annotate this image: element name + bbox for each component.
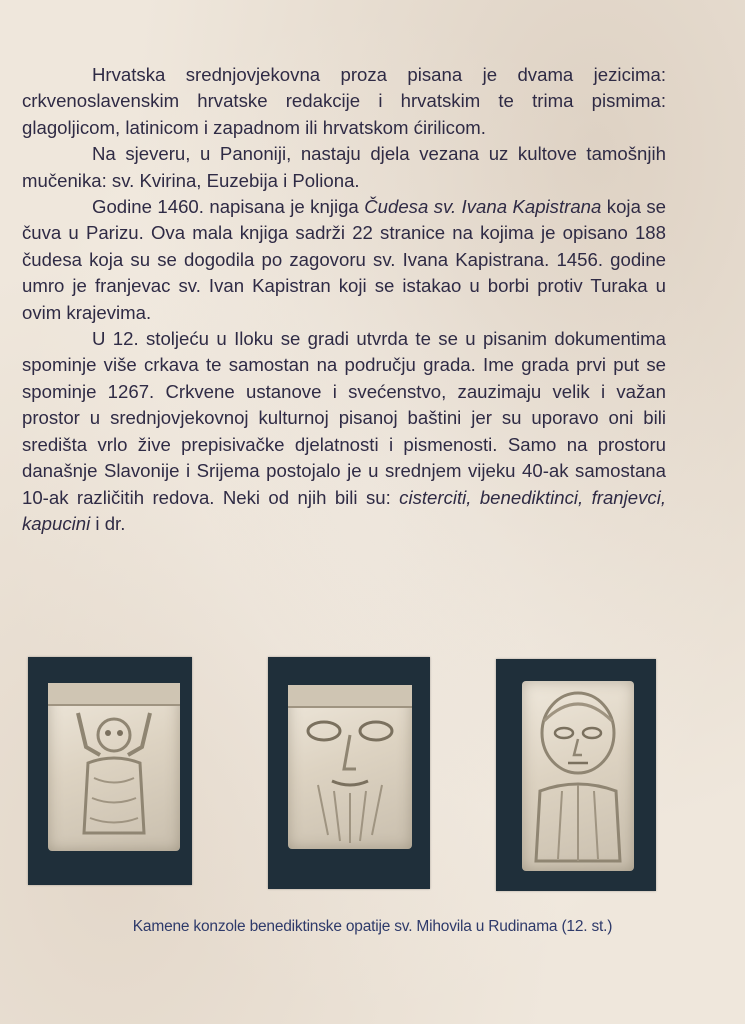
- stone-console-photo-3: [496, 659, 656, 891]
- stone-console-photo-1: [28, 657, 192, 885]
- paragraph-1: Hrvatska srednjovjekovna proza pisana je dvama jezicima: crkvenoslavenskim hrvatske redakcije i hrvatskim te trima pismima: glagoljicom, latinicom i zapadnom ili hrvatskom ćirilicom.: [22, 64, 666, 138]
- stone-console-3: [522, 681, 634, 871]
- paragraph-3-end: koja se čuva u Parizu. Ova mala knjiga sadrži 22 stranice na kojima je opisano 188 čudesa koja su se dogodila po zagovoru sv. Ivana Kapistrana. 1456. godine umro je franjevac sv. Ivan Kapistran koji se istakao u borbi protiv Turaka u ovim krajevima.: [22, 196, 666, 323]
- stone-console-photo-2: [268, 657, 430, 889]
- paragraph-3: [22, 194, 666, 326]
- carved-figure-icon: [48, 683, 180, 851]
- book-title: Čudesa sv. Ivana Kapistrana: [364, 196, 602, 218]
- figure-caption: Kamene konzole benediktinske opatije sv. Mihovila u Rudinama (12. st.): [132, 918, 613, 935]
- body-text: [22, 62, 666, 537]
- carved-face-icon: [288, 685, 412, 849]
- carved-robed-figure-icon: [522, 681, 634, 871]
- religious-orders: cisterciti, benediktinci, franjevci, kapucini: [22, 486, 666, 534]
- paragraph-4-end: i dr.: [90, 512, 126, 534]
- paragraph-4: [22, 326, 666, 537]
- paragraph-2: Na sjeveru, u Panoniji, nastaju djela vezana uz kultove tamošnjih mučenika: sv. Kvirina, Euzebija i Poliona.: [22, 143, 666, 191]
- stone-console-2: [288, 685, 412, 849]
- stone-console-1: [48, 683, 180, 851]
- paragraph-4-start: U 12. stoljeću u Iloku se gradi utvrda te se u pisanim dokumentima spominje više crkava te samostan na području grada. Ime grada prvi put se spominje 1267. Crkvene ustanove i svećenstvo, zauzimaju velik i važan prostor u srednjovjekovnoj kulturnoj pisanoj baštini jer su uporavo oni bili središta vrlo žive prepisivačke djelatnosti i pismenosti. Samo na prostoru današnje Slavonije i Srijema postojalo je u srednjem vijeku 40-ak samostana 10-ak različitih redova. Neki od njih bili su:: [22, 328, 666, 508]
- paragraph-3-start: Godine 1460. napisana je knjiga: [92, 196, 365, 218]
